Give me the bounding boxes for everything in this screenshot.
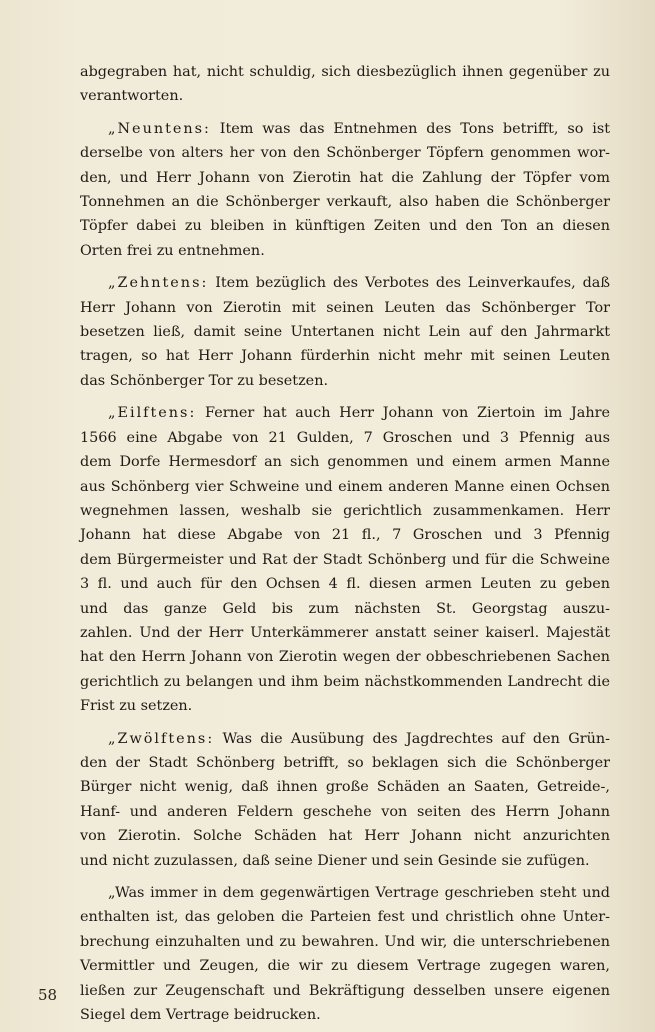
line-text: den der Stadt Schönberg betrifft, so beklagen sich die Schönberger (80, 754, 610, 771)
text-line (80, 450, 610, 474)
line-text: dem Bürgermeister und Rat der Stadt Schönberg und für die Schweine (80, 551, 610, 568)
line-text: wegnehmen lassen, weshalb sie gerichtlich zusammenkamen. Herr (80, 502, 610, 519)
text-line (80, 117, 610, 141)
text-line (80, 954, 610, 978)
paragraph-gap (80, 393, 610, 401)
text-line (80, 727, 610, 751)
text-line (80, 881, 610, 905)
paragraph-gap (80, 109, 610, 117)
line-text: dem Dorfe Hermesdorf an sich genommen und einem armen Manne (80, 454, 610, 471)
line-text: Vermittler und Zeugen, die wir zu diesem Vertrage zugegen waren, (80, 958, 610, 975)
line-text: zahlen. Und der Herr Unterkämmerer anstatt seiner kaiserl. Majestät (80, 624, 610, 641)
paragraph-gap (80, 719, 610, 727)
text-line (80, 499, 610, 523)
text-line (80, 548, 610, 572)
text-line (80, 979, 610, 1003)
paragraph (80, 60, 610, 109)
section-lead: „Zwölftens: (108, 730, 215, 747)
text-line (80, 271, 610, 295)
text-line (80, 523, 610, 547)
text-line (80, 597, 610, 621)
text-line (80, 824, 610, 848)
line-text: Item was das Entnehmen des Tons betrifft, so ist (210, 120, 610, 137)
line-text: Orten frei zu entnehmen. (80, 242, 265, 259)
line-text: Was die Ausübung des Jagdrechtes auf den Grün- (214, 730, 610, 747)
line-text: Hanf- und anderen Feldern geschehe von seiten des Herrn Johann (80, 803, 610, 820)
text-line (80, 426, 610, 450)
text-line (80, 751, 610, 775)
text-line (80, 166, 610, 190)
line-text: den, und Herr Johann von Zierotin hat die Zahlung der Töpfer vom (80, 169, 610, 186)
text-line (80, 369, 610, 393)
line-text: derselbe von alters her von den Schönberger Töpfern genommen wor- (80, 145, 610, 162)
text-line (80, 475, 610, 499)
paragraph-gap (80, 263, 610, 271)
line-text: und nicht zuzulassen, daß seine Diener und sein Gesinde sie zufügen. (80, 852, 590, 869)
line-text: tragen, so hat Herr Johann fürderhin nicht mehr mit seinen Leuten (80, 348, 610, 365)
text-line (80, 775, 610, 799)
text-line (80, 670, 610, 694)
text-line (80, 296, 610, 320)
line-text: Tonnehmen an die Schönberger verkauft, also haben die Schönberger (80, 194, 610, 211)
line-text: besetzen ließ, damit seine Untertanen nicht Lein auf den Jahrmarkt (80, 324, 610, 341)
line-text: enthalten ist, das geloben die Parteien fest und christlich ohne Unter- (80, 909, 610, 926)
line-text: und das ganze Geld bis zum nächsten St. Georgstag auszu- (80, 600, 610, 617)
text-line (80, 905, 610, 929)
line-text: ließen zur Zeugenschaft und Bekräftigung desselben unsere eigenen (80, 982, 610, 999)
line-text: Ferner hat auch Herr Johann von Ziertoin im Jahre (196, 405, 610, 422)
text-line (80, 849, 610, 873)
line-text: von Zierotin. Solche Schäden hat Herr Johann nicht anzurichten (80, 828, 610, 845)
paragraph (80, 881, 610, 1027)
text-line (80, 141, 610, 165)
text-line (80, 800, 610, 824)
paragraph (80, 271, 610, 393)
paragraph (80, 727, 610, 873)
body-text (80, 60, 610, 1027)
text-line (80, 930, 610, 954)
text-line (80, 621, 610, 645)
text-line (80, 214, 610, 238)
paragraph (80, 117, 610, 263)
section-lead: „Eilftens: (108, 405, 197, 422)
line-text: Frist zu setzen. (80, 698, 193, 715)
text-line (80, 1003, 610, 1027)
text-line (80, 320, 610, 344)
text-line (80, 60, 610, 84)
line-text: hat den Herrn Johann von Zierotin wegen der obbeschriebenen Sachen (80, 649, 610, 666)
line-text: das Schönberger Tor zu besetzen. (80, 372, 329, 389)
text-line (80, 694, 610, 718)
line-text: Johann hat diese Abgabe von 21 fl., 7 Groschen und 3 Pfennig (80, 527, 610, 544)
line-text: verantworten. (80, 88, 184, 105)
line-text: Herr Johann von Zierotin mit seinen Leuten das Schönberger Tor (80, 299, 610, 316)
text-line (80, 239, 610, 263)
line-text: abgegraben hat, nicht schuldig, sich diesbezüglich ihnen gegenüber zu (80, 64, 610, 80)
text-line (80, 344, 610, 368)
paragraph-gap (80, 873, 610, 881)
line-text: Bürger nicht wenig, daß ihnen große Schäden an Saaten, Getreide-, (80, 779, 610, 796)
line-text: brechung einzuhalten und zu bewahren. Und wir, die unterschriebenen (80, 933, 610, 950)
line-text: Item bezüglich des Verbotes des Leinverkaufes, daß (208, 275, 610, 292)
paragraph (80, 401, 610, 718)
line-text: „Was immer in dem gegenwärtigen Vertrage geschrieben steht und (108, 885, 610, 901)
text-line (80, 645, 610, 669)
line-text: Töpfer dabei zu bleiben in künftigen Zeiten und den Ton an diesen (80, 218, 610, 235)
text-line (80, 401, 610, 425)
section-lead: „Neuntens: (108, 120, 211, 137)
text-line (80, 84, 610, 108)
text-line (80, 572, 610, 596)
line-text: 1566 eine Abgabe von 21 Gulden, 7 Groschen und 3 Pfennig aus (80, 429, 610, 446)
line-text: 3 fl. und auch für den Ochsen 4 fl. diesen armen Leuten zu geben (80, 576, 610, 593)
line-text: gerichtlich zu belangen und ihm beim nächstkommenden Landrecht die (80, 673, 610, 690)
line-text: aus Schönberg vier Schweine und einem anderen Manne einen Ochsen (80, 478, 610, 495)
section-lead: „Zehntens: (108, 275, 209, 292)
line-text: Siegel dem Vertrage beidrucken. (80, 1007, 321, 1024)
text-line (80, 190, 610, 214)
page-number: 58 (38, 986, 58, 1004)
